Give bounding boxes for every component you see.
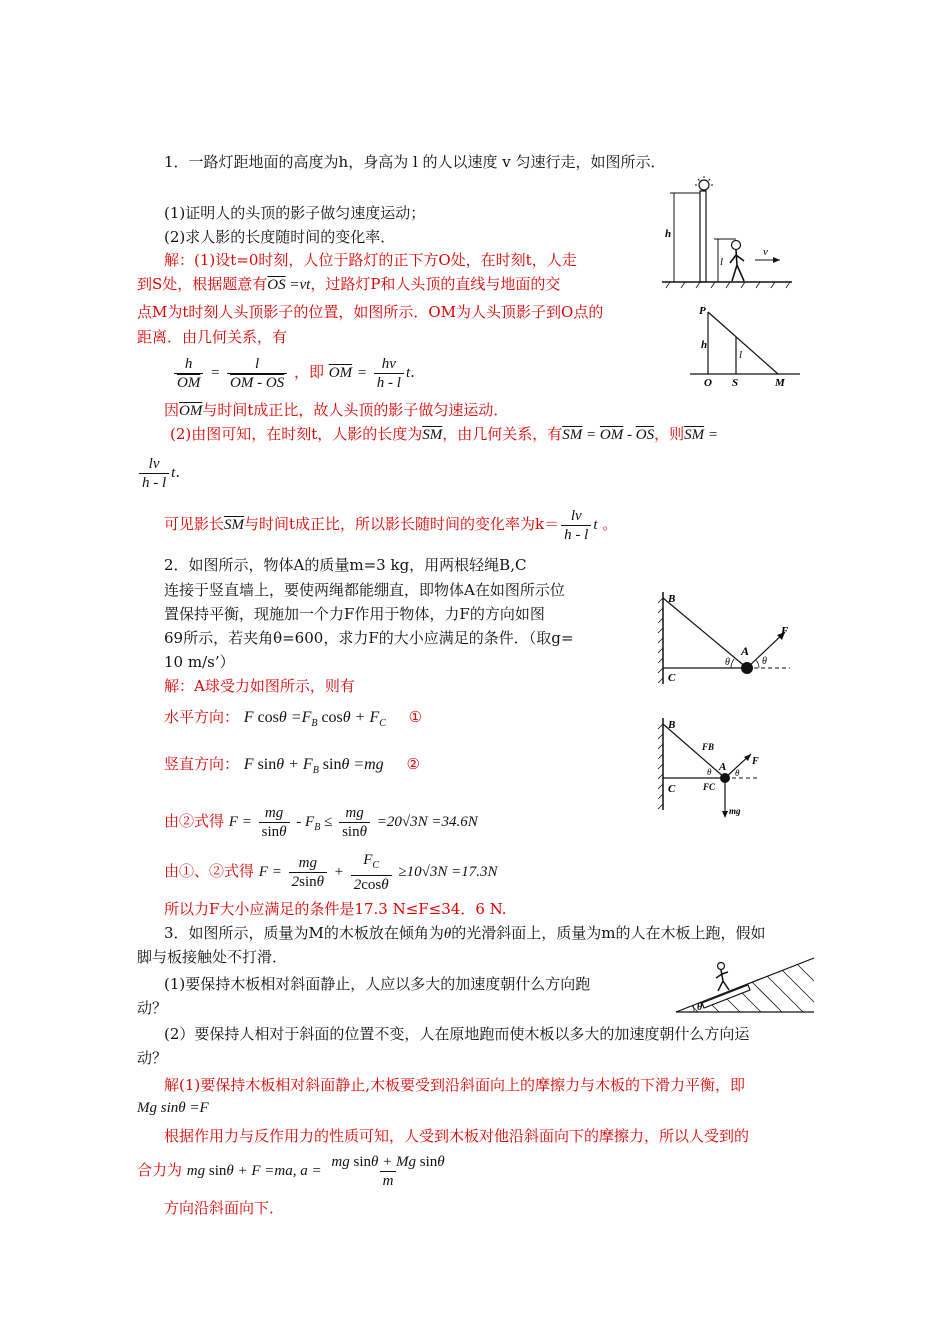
- om-symbol: $\overline{OM}$: [328, 365, 353, 381]
- frac-mg-2sin: $\frac{mg}{2\sin\theta}$: [289, 854, 327, 891]
- problem2-from2: 由②式得 F = $\frac{mg}{\sin\theta}$ - $F_B$ ≤ $\frac{mg}{\sin\theta}$ =20√3N =34.6N: [164, 804, 478, 840]
- problem1-solution-line4: 距离．由几何关系，有: [137, 328, 288, 346]
- label-l: l: [720, 256, 724, 268]
- problem3-text: 3．如图所示，质量为M的木板放在倾角为: [164, 924, 444, 942]
- problem1-question2: (2)求人影的长度随时间的变化率．: [164, 228, 396, 246]
- label-FB: FB: [702, 742, 715, 752]
- problem1-title: 1．一路灯距地面的高度为h，身高为 l 的人以速度 v 匀速行走，如图所示．: [164, 153, 666, 171]
- problem3-q2: (2）要保持人相对于斜面的位置不变，人在原地跑而使木板以多大的加速度朝什么方向运: [164, 1025, 750, 1043]
- problem1-equation-similar: $\frac{h}{OM}$ = $\frac{l}{OM - OS}$ ，即 $\overline{OM}$ = $\frac{hv}{h - l}$ t.: [172, 352, 415, 393]
- label-S: S: [732, 377, 739, 389]
- problem2-line3: 置保持平衡，现施加一个力F作用于物体，力F的方向如图: [164, 605, 545, 623]
- label-theta: θ: [707, 767, 712, 777]
- problem2-line4: 69所示，若夹角θ=600，求力F的大小应满足的条件．（取g=: [164, 629, 574, 647]
- label-v: v: [763, 246, 768, 258]
- problem2-line1: 2．如图所示，物体A的质量m=3 kg，用两根轻绳B,C: [164, 556, 527, 574]
- problem3-sol1: 解(1)要保持木板相对斜面静止,木板要受到沿斜面向上的摩擦力与木板的下滑力平衡，即: [164, 1076, 746, 1094]
- from2-label: 由②式得: [164, 812, 225, 830]
- os-equals-vt: $\overline{OS}$: [267, 277, 286, 293]
- problem1-rate-eq: $\frac{lv}{h - l}$ t.: [137, 452, 180, 493]
- frac-h-om: $\frac{h}{OM}$: [174, 355, 203, 392]
- problem2-final: 所以力F大小应满足的条件是17.3 N≤F≤34．6 N.: [164, 900, 507, 918]
- sm-eq: $\overline{SM}$: [562, 427, 583, 443]
- label-O: O: [704, 377, 712, 389]
- label-FC: FC: [703, 782, 716, 792]
- frac-lv-hl: $\frac{lv}{h - l}$: [561, 507, 591, 544]
- problem3-q2-cont: 动？: [137, 1049, 168, 1067]
- problem1-rate-conclusion: 可见影长$\overline{SM}$与时间t成正比，所以影长随时间的变化率为k＝ $\frac{lv}{h - l}$ t 。: [164, 507, 618, 543]
- label-A: A: [741, 644, 750, 658]
- label-P: P: [699, 305, 706, 317]
- label-l: l: [739, 349, 743, 361]
- frac-acceleration: $\frac{\text{mg sinθ + Mg sinθ}}{m}$: [331, 1153, 445, 1189]
- label-h: h: [701, 339, 708, 351]
- frac-lv-hl: $\frac{lv}{h - l}$: [139, 455, 169, 492]
- label-B: B: [668, 719, 676, 731]
- sm-symbol: $\overline{SM}$: [422, 427, 443, 443]
- conclusion-text: 与时间t成正比，故人头顶的影子做匀速运动．: [202, 401, 509, 419]
- label-C: C: [668, 783, 676, 795]
- problem3-eq1: Mg sinθ =F: [137, 1100, 209, 1116]
- vertical-label: 竖直方向：: [164, 755, 240, 773]
- problem3-q1: (1)要保持木板相对斜面静止，人应以多大的加速度朝什么方向跑: [164, 975, 591, 993]
- problem2-vertical: [164, 751, 420, 784]
- result-lower: ≥10√3N =17.3N: [398, 864, 498, 880]
- sol3-label: 合力为: [137, 1161, 183, 1179]
- label-mg: mg: [729, 806, 741, 816]
- solution-text: ，过路灯P和人头顶的直线与地面的交: [310, 275, 561, 293]
- problem2-horizontal: [164, 704, 422, 737]
- eq-vertical: F $\sin\theta + F_B$ sinθ =mg: [243, 756, 384, 777]
- part2-text: (2)由图可知，在时刻t，人影的长度为: [170, 425, 423, 443]
- problem1-question1: (1)证明人的头顶的影子做匀速度运动；: [164, 204, 426, 222]
- label-F: F: [781, 625, 789, 637]
- part2-text: ，由几何关系，有: [442, 425, 563, 443]
- problem3-q1-cont: 动？: [137, 999, 168, 1017]
- frac-l-om-os: $\frac{l}{OM - OS}$: [227, 355, 287, 392]
- rate-text: 。: [602, 515, 618, 533]
- problem2-line2: 连接于竖直墙上，要使两绳都能绷直，即物体A在如图所示位: [164, 581, 565, 599]
- problem3-line1: 3．如图所示，质量为M的木板放在倾角为θ的光滑斜面上，质量为m的人在木板上跑，假如: [164, 924, 766, 942]
- problem3-sol2: 根据作用力与反作用力的性质可知，人受到木板对他沿斜面向下的摩擦力，所以人受到的: [164, 1127, 750, 1145]
- rate-text: 与时间t成正比，所以影长随时间的变化率为k＝: [244, 515, 560, 533]
- label-A: A: [719, 761, 727, 773]
- problem3-text: 的光滑斜面上，质量为m的人在木板上跑，假如: [451, 924, 766, 942]
- then-text: ，即: [293, 363, 324, 381]
- figure-force-diagram: [655, 714, 775, 826]
- figure-incline: [672, 950, 818, 1016]
- frac-mg-sin: $\frac{mg}{\sin\theta}$: [259, 804, 290, 841]
- label-theta: θ: [697, 1002, 703, 1013]
- eq-horizontal: F $\cos\theta =F_B$ $\cos\theta + F_C$: [243, 709, 386, 730]
- problem2-solution-intro: 解：A球受力如图所示，则有: [164, 677, 355, 695]
- conclusion-text: 因: [164, 401, 180, 419]
- problem1-solution-line1: 解：(1)设t=0时刻，人位于路灯的正下方O处，在时刻t，人走: [164, 251, 577, 269]
- label-theta: θ: [735, 768, 740, 778]
- frac-hv-hl: $\frac{hv}{h - l}$: [374, 355, 404, 392]
- label-h: h: [665, 228, 672, 240]
- eq-mark-2: ②: [406, 755, 420, 773]
- label-M: M: [775, 377, 785, 389]
- problem3-sol3: 合力为 mg sinθ + F =ma, a = $\frac{\text{mg sinθ + Mg sinθ}}{m}$: [137, 1150, 450, 1191]
- frac-fc-2cos: $\frac{F_C}{2\cos\theta}$: [351, 851, 392, 894]
- problem1-conclusion: [164, 400, 508, 421]
- eq-mark-1: ①: [408, 708, 423, 726]
- label-F: F: [752, 756, 759, 767]
- om-symbol: $\overline{OM}$: [179, 403, 203, 419]
- figure-lamp-person: [660, 175, 795, 295]
- problem3-line2: 脚与板接触处不打滑．: [137, 948, 288, 966]
- figure-ropes-force: [655, 588, 805, 688]
- rate-text: 可见影长: [164, 515, 225, 533]
- problem2-line5: 10 m/s’）: [164, 653, 235, 671]
- label-B: B: [668, 593, 676, 605]
- result-upper: =20√3N =34.6N: [376, 814, 478, 830]
- solution-text: 到S处，根据题意有: [137, 275, 268, 293]
- label-C: C: [668, 672, 676, 684]
- eq-vt: =vt: [285, 277, 311, 293]
- problem3-direction: 方向沿斜面向下．: [164, 1199, 285, 1217]
- part2-text: ，则: [654, 425, 685, 443]
- figure-shadow-geometry: [690, 300, 800, 392]
- problem1-part2: (2)由图可知，在时刻t，人影的长度为$\overline{SM}$，由几何关系，有$\overline{SM} = \overline{OM} - \overline{OS}$，则$\overline{SM}$ =: [170, 425, 718, 443]
- sm-symbol: $\overline{SM}$: [224, 517, 245, 533]
- label-theta: θ: [725, 657, 730, 668]
- problem1-solution-line2: [137, 274, 560, 295]
- label-theta: θ: [762, 656, 767, 667]
- horizontal-label: 水平方向：: [164, 708, 240, 726]
- from12-label: 由①、②式得: [164, 862, 255, 880]
- frac-mg-sin: $\frac{mg}{\sin\theta}$: [339, 804, 370, 841]
- problem1-solution-line3: 点M为t时刻人头顶影子的位置，如图所示．OM为人头顶影子到O点的: [137, 303, 604, 321]
- problem2-from12: 由①、②式得 F = $\frac{mg}{2\sin\theta}$ + $\frac{F_C}{2\cos\theta}$ ≥10√3N =17.3N: [164, 851, 498, 893]
